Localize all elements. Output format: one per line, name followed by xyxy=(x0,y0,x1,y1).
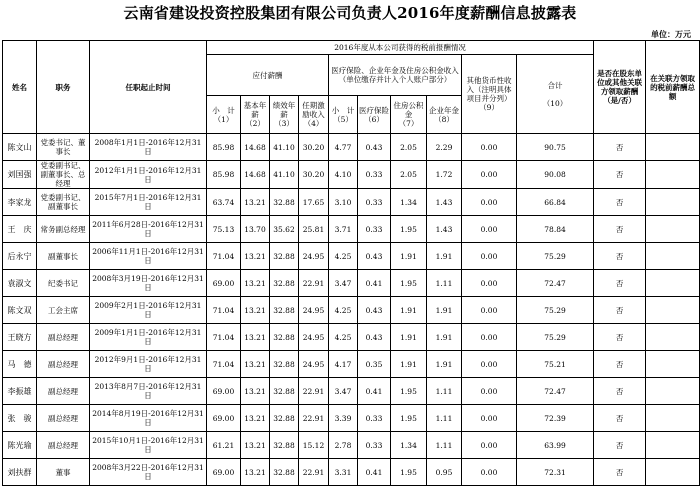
cell-name: 王晓方 xyxy=(3,324,37,351)
sub-header-label: 企业年金 xyxy=(429,105,459,115)
table-row xyxy=(3,134,700,161)
cell-value-2: 13.21 xyxy=(241,405,270,432)
cell-value-8: 1.91 xyxy=(427,351,462,378)
cell-position: 党委书记、董事长 xyxy=(37,134,90,161)
cell-related: 否 xyxy=(594,161,646,189)
cell-value-4: 24.95 xyxy=(299,297,329,324)
cell-name: 马 德 xyxy=(3,351,37,378)
cell-value-2: 13.21 xyxy=(241,459,270,486)
cell-value-7: 1.91 xyxy=(391,351,427,378)
cell-value-8: 1.72 xyxy=(427,161,462,189)
table-body xyxy=(3,134,700,486)
cell-value-1: 85.98 xyxy=(207,134,241,161)
header-2016-group: 2016年度从本公司获得的税前报酬情况 xyxy=(207,41,594,55)
cell-value-9: 0.00 xyxy=(462,270,517,297)
unit-label: 单位：万元 xyxy=(651,29,691,39)
cell-value-2: 13.21 xyxy=(241,351,270,378)
cell-position: 副总经理 xyxy=(37,378,90,405)
table-row xyxy=(3,189,700,216)
cell-value-3: 32.88 xyxy=(270,351,299,378)
cell-value-5: 4.25 xyxy=(329,297,358,324)
cell-value-7: 1.95 xyxy=(391,378,427,405)
cell-value-2: 13.70 xyxy=(241,216,270,243)
cell-position: 副总经理 xyxy=(37,351,90,378)
cell-position: 副总经理 xyxy=(37,405,90,432)
cell-name: 陈光瑜 xyxy=(3,432,37,459)
cell-position: 副总经理 xyxy=(37,324,90,351)
cell-value-9: 0.00 xyxy=(462,189,517,216)
cell-term: 2009年1月1日-2016年12月31日 xyxy=(90,324,207,351)
cell-name: 李家龙 xyxy=(3,189,37,216)
sub-header-no: （7） xyxy=(398,119,419,128)
header-other-income-label: 其他货币性收入（注明具体项目并分列） xyxy=(466,76,512,103)
cell-value-2: 13.21 xyxy=(241,270,270,297)
cell-name: 李振雄 xyxy=(3,378,37,405)
sub-header-2 xyxy=(241,96,270,134)
cell-term: 2015年10月1日-2016年12月31日 xyxy=(90,432,207,459)
cell-value-7: 1.34 xyxy=(391,189,427,216)
cell-related-amount xyxy=(646,297,700,324)
header-related-paid: 是否在股东单位或其他关联方领取薪酬（是/否） xyxy=(594,41,646,134)
sub-header-label: 任期激励收入 xyxy=(302,101,325,119)
cell-value-5: 4.10 xyxy=(329,161,358,189)
cell-term: 2012年9月1日-2016年12月31日 xyxy=(90,351,207,378)
cell-value-8: 1.91 xyxy=(427,243,462,270)
cell-value-2: 13.21 xyxy=(241,243,270,270)
cell-related-amount xyxy=(646,134,700,161)
cell-value-7: 1.95 xyxy=(391,405,427,432)
cell-related: 否 xyxy=(594,243,646,270)
cell-related-amount xyxy=(646,161,700,189)
cell-value-9: 0.00 xyxy=(462,351,517,378)
cell-value-4: 17.65 xyxy=(299,189,329,216)
table-row xyxy=(3,270,700,297)
cell-related: 否 xyxy=(594,405,646,432)
cell-value-8: 1.43 xyxy=(427,216,462,243)
cell-related: 否 xyxy=(594,189,646,216)
table-row xyxy=(3,351,700,378)
cell-related: 否 xyxy=(594,459,646,486)
cell-value-10: 75.29 xyxy=(517,324,594,351)
cell-value-5: 4.17 xyxy=(329,351,358,378)
cell-value-5: 4.77 xyxy=(329,134,358,161)
cell-value-9: 0.00 xyxy=(462,243,517,270)
cell-value-8: 1.11 xyxy=(427,378,462,405)
header-total xyxy=(517,55,594,134)
cell-related-amount xyxy=(646,189,700,216)
cell-value-6: 0.33 xyxy=(358,189,391,216)
cell-value-10: 75.29 xyxy=(517,297,594,324)
cell-value-1: 75.13 xyxy=(207,216,241,243)
cell-term: 2015年7月1日-2016年12月31日 xyxy=(90,189,207,216)
sub-header-no: （2） xyxy=(245,119,265,128)
cell-name: 陈文双 xyxy=(3,297,37,324)
cell-term: 2014年8月19日-2016年12月31日 xyxy=(90,405,207,432)
cell-value-7: 2.05 xyxy=(391,161,427,189)
table-row xyxy=(3,297,700,324)
sub-header-4 xyxy=(299,96,329,134)
cell-name: 刘国强 xyxy=(3,161,37,189)
cell-related-amount xyxy=(646,378,700,405)
cell-value-4: 22.91 xyxy=(299,459,329,486)
cell-value-8: 0.95 xyxy=(427,459,462,486)
cell-term: 2009年2月1日-2016年12月31日 xyxy=(90,297,207,324)
cell-related-amount xyxy=(646,459,700,486)
table-row xyxy=(3,161,700,189)
cell-position: 董事 xyxy=(37,459,90,486)
cell-value-5: 3.47 xyxy=(329,378,358,405)
cell-value-4: 25.81 xyxy=(299,216,329,243)
sub-header-no: （6） xyxy=(364,114,384,124)
cell-position: 副董事长 xyxy=(37,243,90,270)
cell-value-7: 1.95 xyxy=(391,459,427,486)
cell-value-1: 63.74 xyxy=(207,189,241,216)
page-title: 云南省建设投资控股集团有限公司负责人2016年度薪酬信息披露表 xyxy=(123,4,577,22)
sub-header-5 xyxy=(329,96,358,134)
sub-header-no: （5） xyxy=(333,114,353,124)
cell-value-6: 0.43 xyxy=(358,134,391,161)
cell-value-3: 41.10 xyxy=(270,161,299,189)
cell-value-4: 24.95 xyxy=(299,324,329,351)
cell-related-amount xyxy=(646,324,700,351)
cell-value-2: 14.68 xyxy=(241,161,270,189)
cell-position: 副总经理 xyxy=(37,432,90,459)
cell-term: 2006年11月1日-2016年12月31日 xyxy=(90,243,207,270)
cell-term: 2011年6月28日-2016年12月31日 xyxy=(90,216,207,243)
cell-value-1: 69.00 xyxy=(207,405,241,432)
cell-value-5: 2.78 xyxy=(329,432,358,459)
cell-related-amount xyxy=(646,270,700,297)
cell-value-4: 15.12 xyxy=(299,432,329,459)
cell-value-3: 41.10 xyxy=(270,134,299,161)
cell-value-9: 0.00 xyxy=(462,134,517,161)
cell-value-4: 22.91 xyxy=(299,405,329,432)
cell-value-9: 0.00 xyxy=(462,161,517,189)
cell-value-1: 71.04 xyxy=(207,324,241,351)
cell-value-3: 32.88 xyxy=(270,432,299,459)
sub-header-7 xyxy=(391,96,427,134)
cell-value-6: 0.41 xyxy=(358,378,391,405)
header-other-income-no: （9） xyxy=(479,103,499,112)
cell-value-1: 71.04 xyxy=(207,297,241,324)
cell-value-4: 22.91 xyxy=(299,270,329,297)
cell-value-3: 32.88 xyxy=(270,378,299,405)
cell-related-amount xyxy=(646,432,700,459)
header-related-pretax: 在关联方领取的税前薪酬总额 xyxy=(646,41,700,134)
cell-position: 纪委书记 xyxy=(37,270,90,297)
table-row xyxy=(3,405,700,432)
cell-value-10: 78.84 xyxy=(517,216,594,243)
table-row xyxy=(3,324,700,351)
cell-value-4: 24.95 xyxy=(299,351,329,378)
cell-value-2: 13.21 xyxy=(241,297,270,324)
cell-value-8: 1.91 xyxy=(427,324,462,351)
cell-value-8: 1.11 xyxy=(427,432,462,459)
cell-term: 2008年3月22日-2016年12月31日 xyxy=(90,459,207,486)
cell-term: 2012年1月1日-2016年12月31日 xyxy=(90,161,207,189)
sub-header-no: （4） xyxy=(303,119,324,128)
cell-related-amount xyxy=(646,405,700,432)
cell-term: 2008年1月1日-2016年12月31日 xyxy=(90,134,207,161)
header-payable: 应付薪酬 xyxy=(207,55,329,96)
sub-header-8 xyxy=(427,96,462,134)
cell-value-1: 71.04 xyxy=(207,243,241,270)
cell-value-5: 3.71 xyxy=(329,216,358,243)
cell-value-10: 75.21 xyxy=(517,351,594,378)
cell-value-8: 1.11 xyxy=(427,270,462,297)
cell-value-6: 0.33 xyxy=(358,216,391,243)
cell-value-3: 32.88 xyxy=(270,405,299,432)
table-row xyxy=(3,378,700,405)
cell-value-4: 30.20 xyxy=(299,134,329,161)
cell-value-10: 66.84 xyxy=(517,189,594,216)
cell-name: 张 骏 xyxy=(3,405,37,432)
cell-value-1: 85.98 xyxy=(207,161,241,189)
cell-value-5: 3.47 xyxy=(329,270,358,297)
header-total-no: （10） xyxy=(542,98,568,108)
cell-related: 否 xyxy=(594,378,646,405)
cell-value-3: 32.88 xyxy=(270,189,299,216)
cell-value-9: 0.00 xyxy=(462,459,517,486)
cell-value-1: 69.00 xyxy=(207,378,241,405)
sub-header-6 xyxy=(358,96,391,134)
salary-table xyxy=(2,40,700,486)
cell-value-4: 30.20 xyxy=(299,161,329,189)
cell-value-7: 1.91 xyxy=(391,243,427,270)
cell-value-3: 32.88 xyxy=(270,243,299,270)
cell-value-6: 0.41 xyxy=(358,270,391,297)
cell-name: 袁淑文 xyxy=(3,270,37,297)
table-row xyxy=(3,243,700,270)
cell-related-amount xyxy=(646,216,700,243)
cell-value-2: 14.68 xyxy=(241,134,270,161)
cell-value-7: 1.95 xyxy=(391,216,427,243)
cell-name: 王 庆 xyxy=(3,216,37,243)
cell-value-6: 0.35 xyxy=(358,351,391,378)
header-total-label: 合计 xyxy=(547,80,563,90)
cell-value-7: 1.34 xyxy=(391,432,427,459)
cell-related: 否 xyxy=(594,134,646,161)
cell-related: 否 xyxy=(594,324,646,351)
sub-header-label: 小 计 xyxy=(331,105,355,115)
cell-value-2: 13.21 xyxy=(241,324,270,351)
cell-value-9: 0.00 xyxy=(462,216,517,243)
sub-header-label: 绩效年薪 xyxy=(272,101,296,119)
cell-value-5: 3.10 xyxy=(329,189,358,216)
cell-related: 否 xyxy=(594,297,646,324)
cell-value-3: 32.88 xyxy=(270,270,299,297)
cell-term: 2008年3月19日-2016年12月31日 xyxy=(90,270,207,297)
cell-value-10: 63.99 xyxy=(517,432,594,459)
cell-related: 否 xyxy=(594,270,646,297)
cell-value-1: 69.00 xyxy=(207,270,241,297)
cell-value-2: 13.21 xyxy=(241,378,270,405)
cell-value-2: 13.21 xyxy=(241,189,270,216)
cell-value-7: 1.91 xyxy=(391,324,427,351)
sub-header-label: 基本年薪 xyxy=(243,101,267,119)
cell-value-8: 1.11 xyxy=(427,405,462,432)
sub-header-no: （8） xyxy=(434,114,454,124)
cell-value-4: 22.91 xyxy=(299,378,329,405)
cell-value-7: 2.05 xyxy=(391,134,427,161)
cell-value-6: 0.33 xyxy=(358,405,391,432)
cell-value-3: 32.88 xyxy=(270,459,299,486)
cell-value-2: 13.21 xyxy=(241,432,270,459)
cell-related: 否 xyxy=(594,216,646,243)
cell-value-7: 1.91 xyxy=(391,297,427,324)
header-name: 姓名 xyxy=(3,41,37,134)
sub-header-3 xyxy=(270,96,299,134)
cell-value-9: 0.00 xyxy=(462,324,517,351)
cell-value-6: 0.43 xyxy=(358,243,391,270)
cell-value-3: 35.62 xyxy=(270,216,299,243)
cell-value-10: 72.47 xyxy=(517,270,594,297)
cell-value-10: 75.29 xyxy=(517,243,594,270)
cell-value-10: 90.75 xyxy=(517,134,594,161)
sub-header-no: （1） xyxy=(213,114,234,124)
cell-related-amount xyxy=(646,351,700,378)
cell-name: 后永宁 xyxy=(3,243,37,270)
cell-value-9: 0.00 xyxy=(462,405,517,432)
cell-value-9: 0.00 xyxy=(462,297,517,324)
header-term: 任职起止时间 xyxy=(90,41,207,134)
cell-value-9: 0.00 xyxy=(462,378,517,405)
cell-name: 刘扶群 xyxy=(3,459,37,486)
table-row xyxy=(3,216,700,243)
cell-value-6: 0.33 xyxy=(358,161,391,189)
sub-header-1 xyxy=(207,96,241,134)
sub-header-no: （3） xyxy=(274,119,294,128)
cell-value-4: 24.95 xyxy=(299,243,329,270)
cell-value-10: 72.39 xyxy=(517,405,594,432)
cell-position: 常务副总经理 xyxy=(37,216,90,243)
cell-value-7: 1.95 xyxy=(391,270,427,297)
cell-name: 陈文山 xyxy=(3,134,37,161)
cell-value-6: 0.33 xyxy=(358,432,391,459)
cell-value-3: 32.88 xyxy=(270,324,299,351)
cell-value-1: 69.00 xyxy=(207,459,241,486)
cell-position: 党委副书记、副董事长、总经理 xyxy=(37,161,90,189)
sub-header-label: 小 计 xyxy=(212,105,235,115)
cell-value-5: 4.25 xyxy=(329,243,358,270)
table-row xyxy=(3,432,700,459)
cell-value-10: 72.47 xyxy=(517,378,594,405)
cell-value-10: 72.31 xyxy=(517,459,594,486)
cell-value-10: 90.08 xyxy=(517,161,594,189)
table-header xyxy=(3,41,700,134)
sub-header-label: 住房公积金 xyxy=(393,101,424,119)
cell-value-5: 4.25 xyxy=(329,324,358,351)
cell-position: 工会主席 xyxy=(37,297,90,324)
cell-value-9: 0.00 xyxy=(462,432,517,459)
cell-value-8: 1.43 xyxy=(427,189,462,216)
header-position: 职务 xyxy=(37,41,90,134)
cell-value-3: 32.88 xyxy=(270,297,299,324)
cell-value-5: 3.31 xyxy=(329,459,358,486)
cell-value-1: 61.21 xyxy=(207,432,241,459)
cell-position: 党委副书记、副董事长 xyxy=(37,189,90,216)
cell-value-6: 0.43 xyxy=(358,324,391,351)
header-insurance: 医疗保险、企业年金及住房公积金收入（单位缴存并计入个人账户部分） xyxy=(329,55,462,96)
header-other-income xyxy=(462,55,517,134)
cell-value-6: 0.43 xyxy=(358,297,391,324)
cell-value-8: 2.29 xyxy=(427,134,462,161)
cell-related-amount xyxy=(646,243,700,270)
cell-value-6: 0.41 xyxy=(358,459,391,486)
cell-value-5: 3.39 xyxy=(329,405,358,432)
cell-value-1: 71.04 xyxy=(207,351,241,378)
sub-header-label: 医疗保险 xyxy=(359,105,389,115)
cell-value-8: 1.91 xyxy=(427,297,462,324)
cell-related: 否 xyxy=(594,432,646,459)
cell-related: 否 xyxy=(594,351,646,378)
cell-term: 2013年8月7日-2016年12月31日 xyxy=(90,378,207,405)
table-row xyxy=(3,459,700,486)
